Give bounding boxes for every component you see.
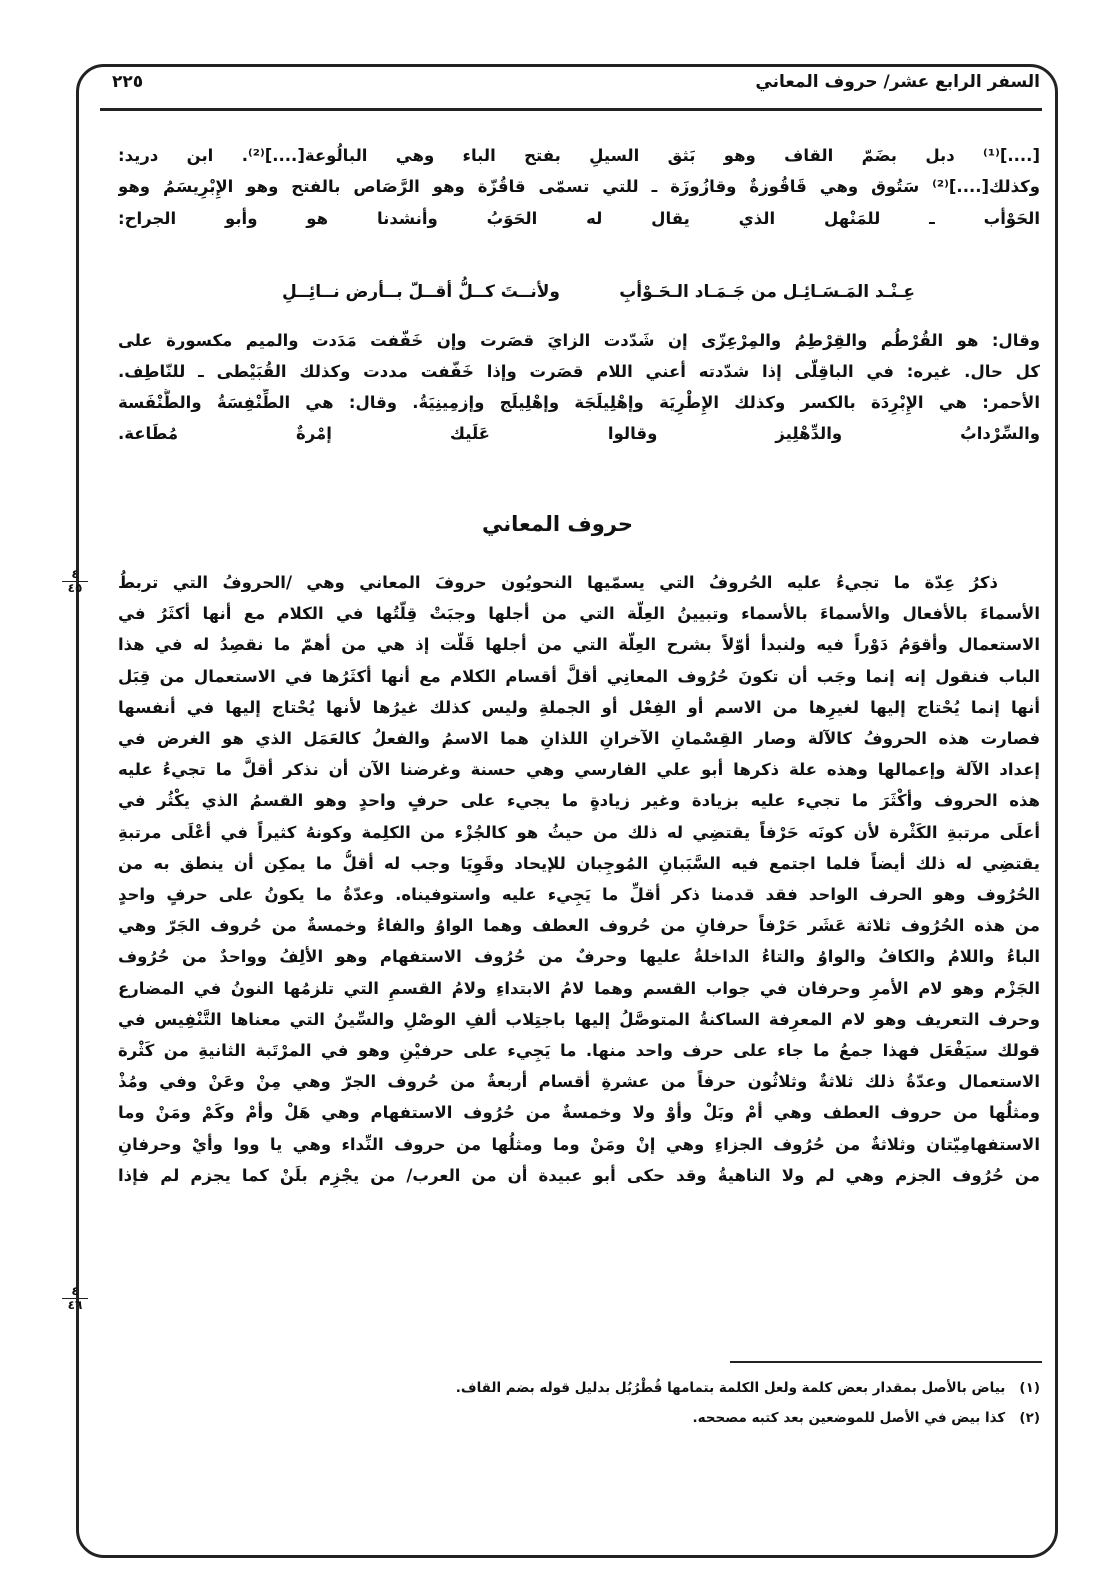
body-line: من حُرُوف الجزم وهي لم ولا الناهيةُ وقد حكى أبو عبيدة أن من العرب/ من يجْزِم بلَنْ كما يجزم لم فإذا [118, 1165, 1040, 1185]
body-line: هذه الحروف وأكْثَرَ ما تجيء عليه بزيادة وغير زيادةٍ ما يجيء على حرفٍ واحدٍ وهو القسمُ الذي يكْثُر في [118, 791, 1040, 811]
body-line: الأسماءَ بالأفعال والأسماءَ بالأسماء وتبيينُ العِلّة التي من أجلها وجبَتْ قِلّتُها في الكلام مع أنها أكثَرُ في [118, 604, 1040, 624]
body-line: يقتضِي له ذلك أيضاً فلما اجتمع فيه السَّبَبانِ المُوجِبان للإيحاد وقَوِيَا وجب له أقلُّ ما يمكِن أن ينطق به من [118, 853, 1040, 873]
body-line: الاستعمال وعدّةُ ذلك ثلاثةٌ وثلاثُون حرفاً من عشرةِ أقسام أربعةٌ من حُروف الجرّ وهي مِنْ وعَنْ وفي ومُذْ [118, 1072, 1040, 1092]
marker-volume: ٤ [62, 1285, 88, 1299]
body-line: أعلَى مرتبةِ الكَثْرة لأن كونَه حَرْفاً يقتضِي له ذلك من حيثُ هو كالجُزْء من الكلِمة وكونهُ كثيراً في أعْلَى مرتبةِ [118, 822, 1040, 842]
text-line [118, 389, 1040, 417]
body-line: إعداد الآلة وإعمالها وهذه علة ذكرها أبو علي الفارسي وهي حسنة وغرضنا الآن أن نذكر أقلَّ ما تجيءُ عليه [118, 760, 1040, 780]
text-segment: [....] [999, 146, 1040, 165]
speaker-label: وقال: [991, 331, 1040, 350]
text-segment: ⁽¹⁾ دبل بضَمّ القاف وهو بَثق السيلِ بفتح الباء وهي البالُوعة[....]⁽²⁾. [213, 146, 1000, 165]
speaker-label: وقال: [348, 393, 398, 412]
margin-marker [62, 1285, 88, 1312]
footnote-1 [456, 1380, 1040, 1396]
text-segment: هي الإِبْرِدَة بالكسر وكذلك الإِطْرِيَة وإهْلِيلَجَة وإهْلِيلَج وإزمِينِيَةُ. [397, 393, 983, 412]
text-segment: والسِّرْدابُ والدِّهْلِيز وقالوا عَلَيك إمْرةٌ مُطَاعة. [118, 424, 1040, 443]
text-segment: هي الطِّنْفِسَةُ والطُّنْفَسة [118, 393, 349, 412]
footnote-text: كذا بيض في الأصل للموضعين بعد كتبه مصححه. [692, 1410, 1006, 1426]
body-line: الحُرُوف وهو الحرف الواحد فقد قدمنا ذكر أقلِّ ما يَجِيء عليه واستوفيناه. وعدّةُ ما يكونُ على حرفٍ واحدٍ [118, 885, 1040, 904]
body-line: قولك سيَفْعَل فهذا جمعُ ما جاء على حرف واحد منها. ما يَجِيء على حرفيْنِ وهو في المرْتَبة الثانيةِ من كَثْرة [118, 1041, 1040, 1060]
text-segment: في الباقِلّى إذا شدّدته أعني اللام قصَرت وإذا خَفّفت مددت وكذلك القُبَيْطى ـ للنّاطِف. [118, 362, 907, 381]
text-line [118, 327, 1040, 355]
body-line: ذكرُ عِدّة ما تجيءُ عليه الحُروفُ التي يسمّيها النحويُون حروفَ المعاني وهي /الحروفُ التي تربطُ [118, 573, 998, 592]
page-number: ٢٢٥ [112, 72, 144, 92]
marker-page: ٤٥ [67, 581, 83, 595]
marker-page: ٤٦ [67, 1298, 83, 1312]
text-segment: كل حال. [951, 362, 1040, 381]
running-header [100, 70, 1040, 104]
text-line [118, 205, 1040, 233]
body-line: الباب فنقول إنه إنما وجَب أن تكونَ حُرُوف المعانِي أقلَّ أقسام الكلام مع أنها أكثَرُها في الاستعمال من قِبَل [118, 666, 1040, 686]
footnote-2 [692, 1410, 1040, 1426]
text-segment: هو القُرْطُم والقِرْطِمُ والمِرْعِزّى إن شَدّدت الزايَ قصَرت وإن خَفّفت مَدَدت والميم مكسورة على [118, 331, 992, 350]
speaker-label: الأحمر: [982, 393, 1040, 412]
text-segment: الحَوْأب ـ للمَنْهل الذي يقال له الحَوَبُ وأنشدنا هو وأبو الجراح: [118, 209, 1040, 228]
footnote-number: (٢) [1019, 1410, 1040, 1426]
text-line [118, 142, 1040, 170]
body-line: أنها إنما يُحْتاج إليها لغيرِها من الاسم أو الفِعْل أو الجملةِ وليس كذلك غيرُها لأنها يُحْتاج إليها في أنفسها [118, 697, 1040, 717]
verse-hemistich-1: ولأنــتَ كــلُّ أقــلّ بــأرض نــائِــلِ [282, 282, 560, 302]
body-line: ومثلُها من حروف العطف وهي أمْ وبَلْ وأوْ ولا وخمسةٌ من حُرُوف الاستفهام وهي هَلْ وأمْ وكَمْ ومَنْ وما [118, 1103, 1040, 1123]
section-heading: حروف المعاني [482, 512, 633, 536]
body-line: الجَزْم وهو لام الأمرِ وحرفان في جواب القسم وهما لامُ الابتداءِ ولامُ القسمِ التي تلزمُها النونُ في المضارع [118, 978, 1040, 998]
body-line: وحرف التعريف وهو لام المعرِفة الساكنةُ المتوصَّلُ إليها باجتِلاب ألفِ الوصْلِ والسِّينُ التي معناها التَّنْفِيس في [118, 1009, 1040, 1029]
verse-hemistich-2: عِـنْـد المَـسَـائِـل من جَـمَـاد الـحَـوْأبِ [619, 282, 915, 302]
text-segment: وكذلك[....]⁽²⁾ سَتُوق وهي قَاقُوزةٌ وقازُوزَة ـ للتي تسمّى قاقُزّة وهو الرَّصَاص بالفتح وهو الإِبْرِيسَمُ وهو [118, 177, 1040, 196]
text-line [118, 173, 1040, 201]
marker-volume: ٤ [62, 568, 88, 582]
speaker-label: غيره: [906, 362, 952, 381]
text-line [118, 420, 1040, 448]
text-line [118, 358, 1040, 386]
margin-marker [62, 568, 88, 595]
footnote-text: بياض بالأصل بمقدار بعض كلمة ولعل الكلمة بتمامها قُطْرُبُل بدليل قوله بضم القاف. [455, 1380, 1006, 1396]
body-line: فصارت هذه الحروفُ كالآلة وصار القِسْمانِ الآخرانِ اللذانِ هما الاسمُ والفعلُ كالعَمَل الذي هو الغرض في [118, 729, 1040, 748]
speaker-label: ابن دريد: [118, 146, 214, 165]
body-line: الباءُ واللامُ والكافُ والواوُ والتاءُ الداخلةُ عليها وحرفٌ من حُرُوف الاستفهام وهو الألِفُ وواحدٌ من حُرُوف [118, 947, 1040, 967]
header-title: السفر الرابع عشر/ حروف المعاني [755, 72, 1040, 92]
body-line: الاستعمال وأقوَمُ دَوْراً فيه ولنبدأ أوّلاً بشرح العِلّة التي من أجلها قَلّت إذ هي من أهمّ ما نقصِدُ له في هذا [118, 635, 1040, 655]
body-line: الاستفهامِيّتان وثلاثةٌ من حُرُوف الجزاءِ وهي إنْ ومَنْ وما ومثلُها من حروف النِّداء وهي يا ووا وأيْ وحرفانِ [118, 1134, 1040, 1154]
header-rule [100, 108, 1042, 111]
footnote-number: (١) [1019, 1380, 1040, 1396]
body-line: من هذه الحُرُوف ثلاثة عَشَر حَرْفاً حرفانِ من حُروف العطف وهما الواوُ والفاءُ وخمسةٌ من حُروف الجَرّ وهي [118, 916, 1040, 936]
footnote-rule [730, 1361, 1042, 1363]
